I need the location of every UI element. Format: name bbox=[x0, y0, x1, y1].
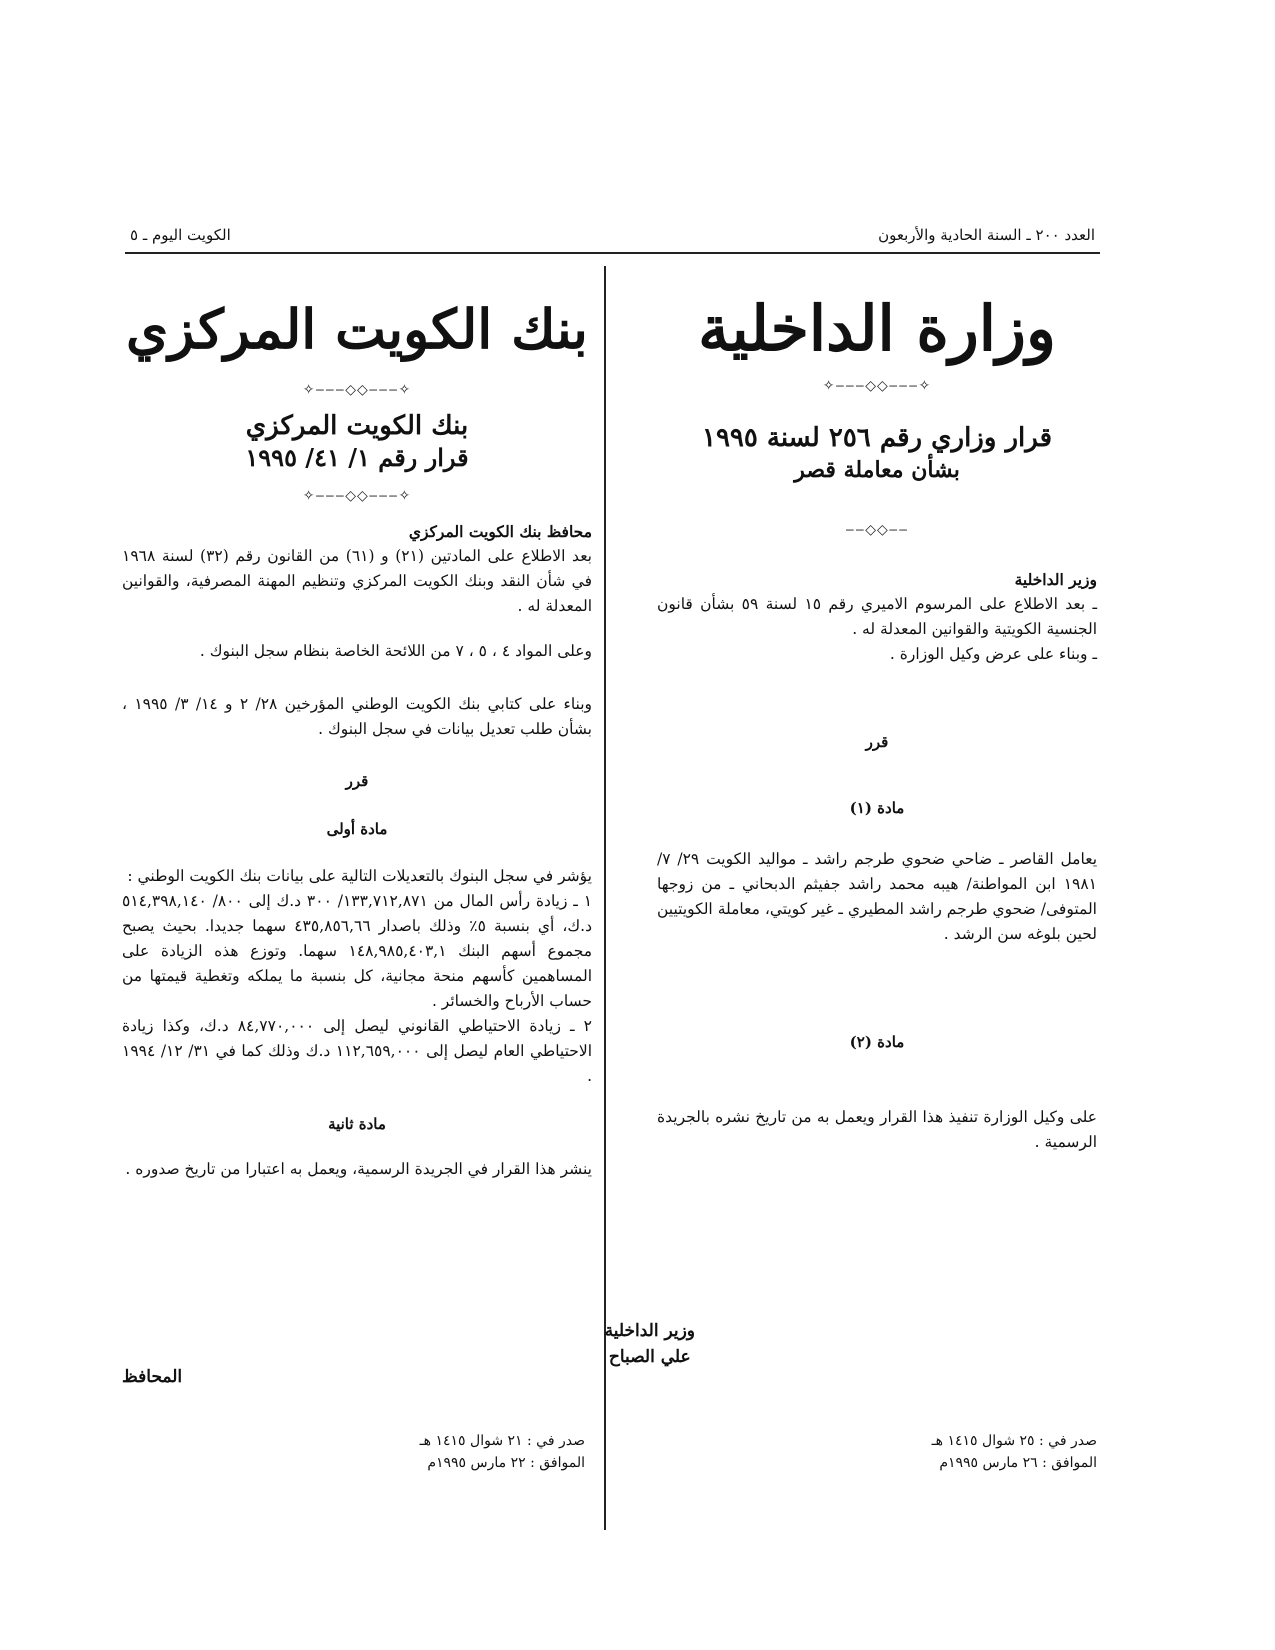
bank-title: بنك الكويت المركزي bbox=[245, 411, 469, 441]
issuer-line: محافظ بنك الكويت المركزي bbox=[408, 522, 592, 541]
article-text: يؤشر في سجل البنوك بالتعديلات التالية على بيانات بنك الكويت الوطني : bbox=[127, 867, 592, 885]
issued-gregorian: الموافق : ٢٦ مارس ١٩٩٥م bbox=[939, 1455, 1097, 1471]
signature-name: علي الصباح bbox=[608, 1347, 691, 1367]
decree-title: قرار وزاري رقم ٢٥٦ لسنة ١٩٩٥ bbox=[701, 423, 1053, 453]
ornament-divider: ✧‒‒‒◇◇‒‒‒✧ bbox=[302, 488, 412, 504]
decided-heading: قرر bbox=[345, 772, 369, 790]
issued-hijri: صدر في : ٢٥ شوال ١٤١٥ هـ bbox=[931, 1433, 1097, 1449]
ornament-divider: ✧‒‒‒◇◇‒‒‒✧ bbox=[302, 382, 412, 398]
issue-date-block bbox=[932, 1430, 1097, 1474]
article-text: على وكيل الوزارة تنفيذ هذا القرار ويعمل به من تاريخ نشره بالجريدة الرسمية . bbox=[657, 1108, 1097, 1151]
central-bank-section bbox=[122, 275, 592, 1182]
preamble-text: ـ بعد الاطلاع على المرسوم الاميري رقم ١٥ لسنة ٥٩ بشأن قانون الجنسية الكويتية والقوانين المعدلة له . bbox=[657, 595, 1097, 638]
header-rule bbox=[125, 252, 1100, 254]
decided-heading: قرر bbox=[865, 733, 889, 751]
issue-date-block bbox=[420, 1430, 585, 1474]
article-text: يعامل القاصر ـ ضاحي ضحوي طرجم راشد ـ مواليد الكويت ٢٩/ ٧/ ١٩٨١ ابن المواطنة/ هيبه محمد راشد جفيثم الدبحاني ـ من زوجها المتوفى/ ضحوي طرجم راشد المطيري ـ غير كويتي، معاملة الكويتيين لحين بلوغه سن الرشد . bbox=[657, 850, 1098, 943]
decree-subtitle: بشأن معاملة قصر bbox=[794, 457, 960, 483]
preamble-text: وعلى المواد ٤ ، ٥ ، ٧ من اللائحة الخاصة بنظام سجل البنوك . bbox=[199, 642, 592, 660]
article-heading: مادة ثانية bbox=[328, 1115, 386, 1133]
ministry-interior-section bbox=[657, 275, 1097, 1155]
signature-title: وزير الداخلية bbox=[604, 1321, 695, 1341]
article-heading: مادة (١) bbox=[849, 799, 905, 817]
article-heading: مادة (٢) bbox=[849, 1033, 905, 1051]
bank-masthead: بنك الكويت المركزي bbox=[126, 297, 588, 361]
article-item: ١ ـ زيادة رأس المال من ١٣٣,٧١٢,٨٧١/ ٣٠٠ د.ك إلى ٨٠٠/ ٥١٤,٣٩٨,١٤٠ د.ك، أي بنسبة ٥٪ وذلك باصدار ٤٣٥,٨٥٦,٦٦ سهما جديدا. بحيث يصبح مجموع أسهم البنك ١٤٨,٩٨٥,٤٠٣,١ سهما. وتوزع هذه الزيادة على المساهمين كأسهم منحة مجانية، كل بنسبة ما يملكه وتغطية قيمتها من حساب الأرباح والخسائر . bbox=[122, 892, 593, 1010]
issued-hijri: صدر في : ٢١ شوال ١٤١٥ هـ bbox=[419, 1433, 585, 1449]
page-header: الكويت اليوم ـ ٥ bbox=[130, 226, 231, 244]
ornament-divider: ✧‒‒‒◇◇‒‒‒✧ bbox=[822, 378, 932, 394]
article-text: ينشر هذا القرار في الجريدة الرسمية، ويعمل به اعتبارا من تاريخ صدوره . bbox=[125, 1160, 592, 1178]
issued-gregorian: الموافق : ٢٢ مارس ١٩٩٥م bbox=[427, 1455, 585, 1471]
article-heading: مادة أولى bbox=[326, 820, 388, 838]
issuer-line: وزير الداخلية bbox=[1014, 570, 1097, 589]
preamble-text: وبناء على كتابي بنك الكويت الوطني المؤرخين ٢٨/ ٢ و ١٤/ ٣/ ١٩٩٥ ، بشأن طلب تعديل بيانات في سجل البنوك . bbox=[122, 695, 593, 738]
ministry-masthead: وزارة الداخلية bbox=[698, 292, 1056, 365]
signature-title: المحافظ bbox=[122, 1367, 183, 1387]
decree-number: قرار رقم ١/ ٤١/ ١٩٩٥ bbox=[245, 443, 469, 472]
issue-header: العدد ٢٠٠ ـ السنة الحادية والأربعون bbox=[878, 226, 1095, 244]
preamble-text: بعد الاطلاع على المادتين (٢١) و (٦١) من القانون رقم (٣٢) لسنة ١٩٦٨ في شأن النقد وبنك الكويت المركزي وتنظيم المهنة المصرفية، والقوانين المعدلة له . bbox=[122, 547, 592, 615]
article-item: ٢ ـ زيادة الاحتياطي القانوني ليصل إلى ٨٤,٧٧٠,٠٠٠ د.ك، وكذا زيادة الاحتياطي العام ليصل إلى ١١٢,٦٥٩,٠٠٠ د.ك وذلك كما في ٣١/ ١٢/ ١٩٩٤ . bbox=[122, 1017, 593, 1085]
ornament-divider: ‒‒◇◇‒‒ bbox=[845, 522, 909, 538]
signature-block bbox=[605, 1318, 695, 1370]
preamble-text: ـ وبناء على عرض وكيل الوزارة . bbox=[889, 645, 1097, 663]
